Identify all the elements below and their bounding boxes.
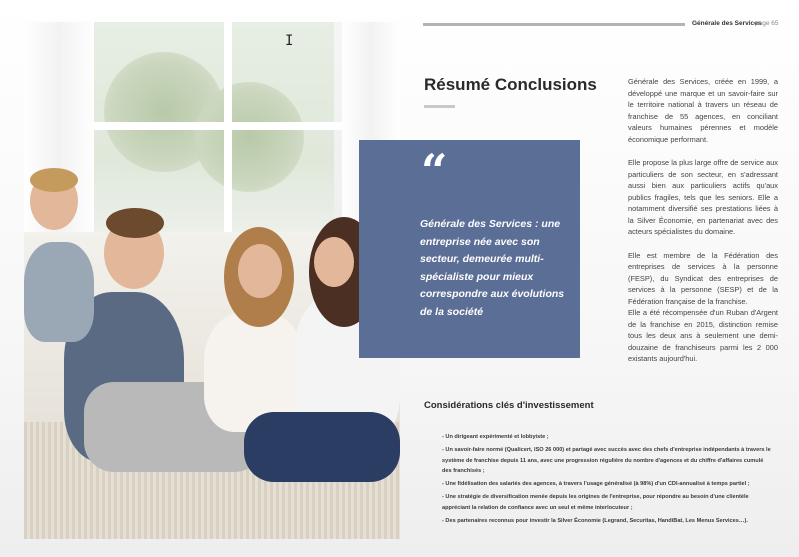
page-number: page 65 bbox=[755, 20, 779, 27]
summary-paragraph: Elle a été récompensée d'un Ruban d'Argent de la franchise en 2015, distinction remise tous les deux ans à seulement une demi-douzaine de franchiseurs parmi les 2 000 existants aujourd'hui. bbox=[628, 308, 778, 363]
text-cursor-icon: I bbox=[285, 33, 294, 49]
summary-paragraph: Générale des Services, créée en 1999, a développé une marque et un savoir-faire sur le territoire national à travers un réseau de franchise de 55 agences, en conciliant valeurs humaines pérennes et modèle économique performant. bbox=[628, 77, 778, 144]
tree-foliage bbox=[194, 82, 304, 192]
header-rule bbox=[423, 23, 685, 26]
window-frame bbox=[224, 22, 232, 262]
father-hair bbox=[106, 208, 164, 238]
list-item: - Un dirigeant expérimenté et lobbyiste ; bbox=[442, 434, 549, 440]
window-frame bbox=[84, 122, 344, 130]
quote-text: Générale des Services : une entreprise née avec son secteur, demeurée multi-spécialiste pour mieux correspondre aux évolutions de la société bbox=[420, 218, 565, 318]
considerations-title: Considérations clés d'investissement bbox=[424, 400, 594, 411]
summary-text bbox=[628, 76, 778, 365]
mother-jeans bbox=[244, 412, 400, 482]
list-item: - Des partenaires reconnus pour investir la Silver Économie (Legrand, Securitas, HandiBat, Les Menus Services…). bbox=[442, 518, 748, 525]
page-title: Résumé Conclusions bbox=[424, 75, 597, 94]
quote-mark: “ bbox=[421, 144, 448, 198]
title-underline bbox=[424, 105, 455, 108]
family-photo bbox=[24, 22, 400, 539]
boy-figure bbox=[24, 242, 94, 342]
list-item: - Une stratégie de diversification menée depuis les origines de l'entreprise, pour répondre au besoin d'une clientèle appréciant la relation de confiance avec un seul et même interlocuteur ; bbox=[442, 494, 749, 511]
running-header-title: Générale des Services bbox=[692, 20, 762, 27]
considerations-list bbox=[442, 432, 772, 529]
quote-box bbox=[359, 140, 580, 358]
girl-head bbox=[238, 244, 282, 298]
mother-head bbox=[314, 237, 354, 287]
list-item: - Un savoir-faire normé (Qualicert, ISO 26 000) et partagé avec succès avec des chefs d'entreprise indépendants à travers le système de franchise depuis 11 ans, avec une progression régulière du nombre d'agences et du chiffre d'affaires cumulé des franchisés ; bbox=[442, 447, 771, 474]
boy-hair bbox=[30, 168, 78, 192]
list-item: - Une fidélisation des salariés des agences, à travers l'usage généralisé (à 98%) d'un CDI-annualisé à temps partiel ; bbox=[442, 481, 750, 488]
summary-paragraph: Elle propose la plus large offre de service aux particuliers de son secteur, en s'adressant aussi bien aux particuliers actifs qu'aux publics fragiles, tels que les seniors. Elle a notamment diversifié ses prestations liées à la Silver Économie, en partenariat avec des acteurs spécialistes du domaine. bbox=[628, 158, 778, 236]
summary-paragraph: Elle est membre de la Fédération des entreprises de services à la personne (FESP), du Syndicat des entreprises de services à la personne (SESP) et de la Fédération française de la franchise. bbox=[628, 250, 778, 306]
